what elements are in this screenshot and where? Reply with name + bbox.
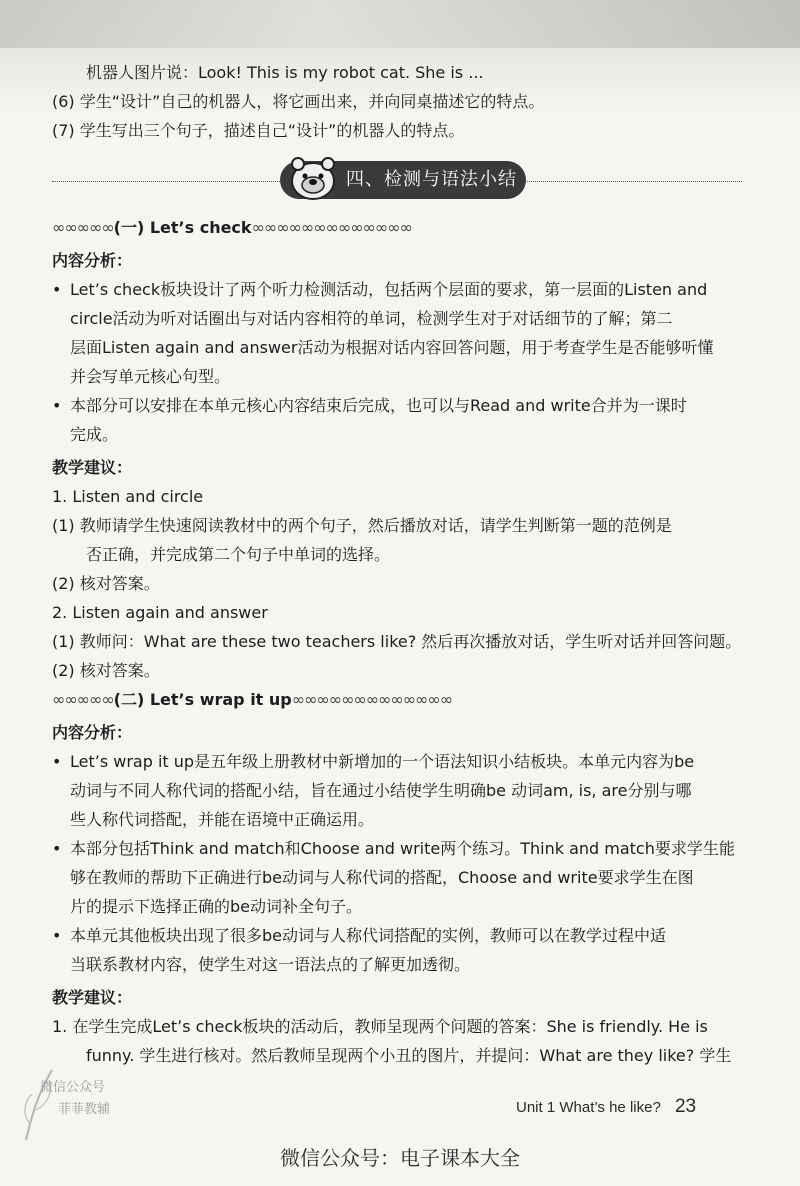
bullet-item xyxy=(52,391,742,449)
text-line: (1) 教师请学生快速阅读教材中的两个句子，然后播放对话，请学生判断第一题的范例是 xyxy=(52,516,672,535)
text-line: 些人称代词搭配，并能在语境中正确运用。 xyxy=(70,810,375,829)
text-line: 2. Listen again and answer xyxy=(52,603,268,622)
text-line: 够在教师的帮助下正确进行be动词与人称代词的搭配，Choose and write要求学生在图 xyxy=(70,868,694,887)
bullet-item xyxy=(52,747,742,834)
section-title: 四、检测与语法小结 xyxy=(280,161,526,199)
section-banner xyxy=(52,159,742,203)
ornament-left: ∞∞∞∞∞ xyxy=(52,218,114,237)
ornament-right: ∞∞∞∞∞∞∞∞∞∞∞∞∞ xyxy=(291,690,453,709)
suggestion-label: 教学建议： xyxy=(52,458,133,477)
page-number: 23 xyxy=(674,1096,697,1117)
text-line: 否正确，并完成第二个句子中单词的选择。 xyxy=(86,545,391,564)
text-line: 动词与不同人称代词的搭配小结，旨在通过小结使学生明确be 动词am, is, are分别与哪 xyxy=(70,781,692,800)
text-line: Let’s wrap it up是五年级上册教材中新增加的一个语法知识小结板块。本单元内容为be xyxy=(70,752,695,771)
running-footer xyxy=(516,1096,696,1118)
text-line: (6) 学生“设计”自己的机器人，将它画出来，并向同桌描述它的特点。 xyxy=(52,92,545,111)
bullet-item xyxy=(52,834,742,921)
text-line: 1. 在学生完成Let’s check板块的活动后，教师呈现两个问题的答案：She is friendly. He is xyxy=(52,1017,708,1036)
bullet-dot-icon: • xyxy=(52,926,62,945)
text-line: 层面Listen again and answer活动为根据对话内容回答问题，用于考查学生是否能够听懂 xyxy=(70,338,714,357)
feather-icon xyxy=(18,1064,58,1144)
stamp-line1: 微信公众号 xyxy=(40,1080,106,1095)
text-line: Let’s check板块设计了两个听力检测活动，包括两个层面的要求，第一层面的Listen and xyxy=(70,280,708,299)
wechat-stamp xyxy=(18,1064,138,1144)
bullet-item xyxy=(52,275,742,391)
running-head: Unit 1 What’s he like? xyxy=(516,1099,661,1116)
bullet-dot-icon: • xyxy=(52,396,62,415)
text-line: 本单元其他板块出现了很多be动词与人称代词搭配的实例，教师可以在教学过程中适 xyxy=(70,926,667,945)
ornament-left: ∞∞∞∞∞ xyxy=(52,690,114,709)
bullet-dot-icon: • xyxy=(52,839,62,858)
text-line: (1) 教师问：What are these two teachers like? 然后再次播放对话，学生听对话并回答问题。 xyxy=(52,632,742,651)
analysis-label: 内容分析： xyxy=(52,251,133,270)
stamp-line2: 菲菲教辅 xyxy=(58,1102,111,1117)
part1-heading xyxy=(52,213,742,242)
top-photo-strip xyxy=(0,0,800,48)
suggestion-label: 教学建议： xyxy=(52,988,133,1007)
text-line: funny. 学生进行核对。然后教师呈现两个小丑的图片，并提问：What are they like? 学生 xyxy=(86,1046,732,1065)
text-line: 本部分可以安排在本单元核心内容结束后完成，也可以与Read and write合并为一课时 xyxy=(70,396,687,415)
part2-heading xyxy=(52,685,742,714)
text-line: 片的提示下选择正确的be动词补全句子。 xyxy=(70,897,363,916)
analysis-label: 内容分析： xyxy=(52,723,133,742)
text-line: 完成。 xyxy=(70,425,119,444)
text-line: (2) 核对答案。 xyxy=(52,661,160,680)
bear-mascot-icon xyxy=(288,155,338,201)
text-line: circle活动为听对话圈出与对话内容相符的单词，检测学生对于对话细节的了解；第二 xyxy=(70,309,673,328)
text-line: 并会写单元核心句型。 xyxy=(70,367,231,386)
text-line: 本部分包括Think and match和Choose and write两个练习。Think and match要求学生能 xyxy=(70,839,735,858)
text-line: 1. Listen and circle xyxy=(52,487,204,506)
text-line: 机器人图片说：Look! This is my robot cat. She is ... xyxy=(86,63,484,82)
part1-heading-text: (一) Let’s check xyxy=(113,218,252,237)
page-content xyxy=(52,58,742,1070)
part2-heading-text: (二) Let’s wrap it up xyxy=(113,690,292,709)
bullet-item xyxy=(52,921,742,979)
text-line: (2) 核对答案。 xyxy=(52,574,160,593)
text-line: (7) 学生写出三个句子，描述自己“设计”的机器人的特点。 xyxy=(52,121,465,140)
bullet-dot-icon: • xyxy=(52,752,62,771)
bullet-dot-icon: • xyxy=(52,280,62,299)
watermark-text: 微信公众号：电子课本大全 xyxy=(280,1146,520,1170)
text-line: 当联系教材内容，使学生对这一语法点的了解更加透彻。 xyxy=(70,955,471,974)
ornament-right: ∞∞∞∞∞∞∞∞∞∞∞∞∞ xyxy=(251,218,412,237)
